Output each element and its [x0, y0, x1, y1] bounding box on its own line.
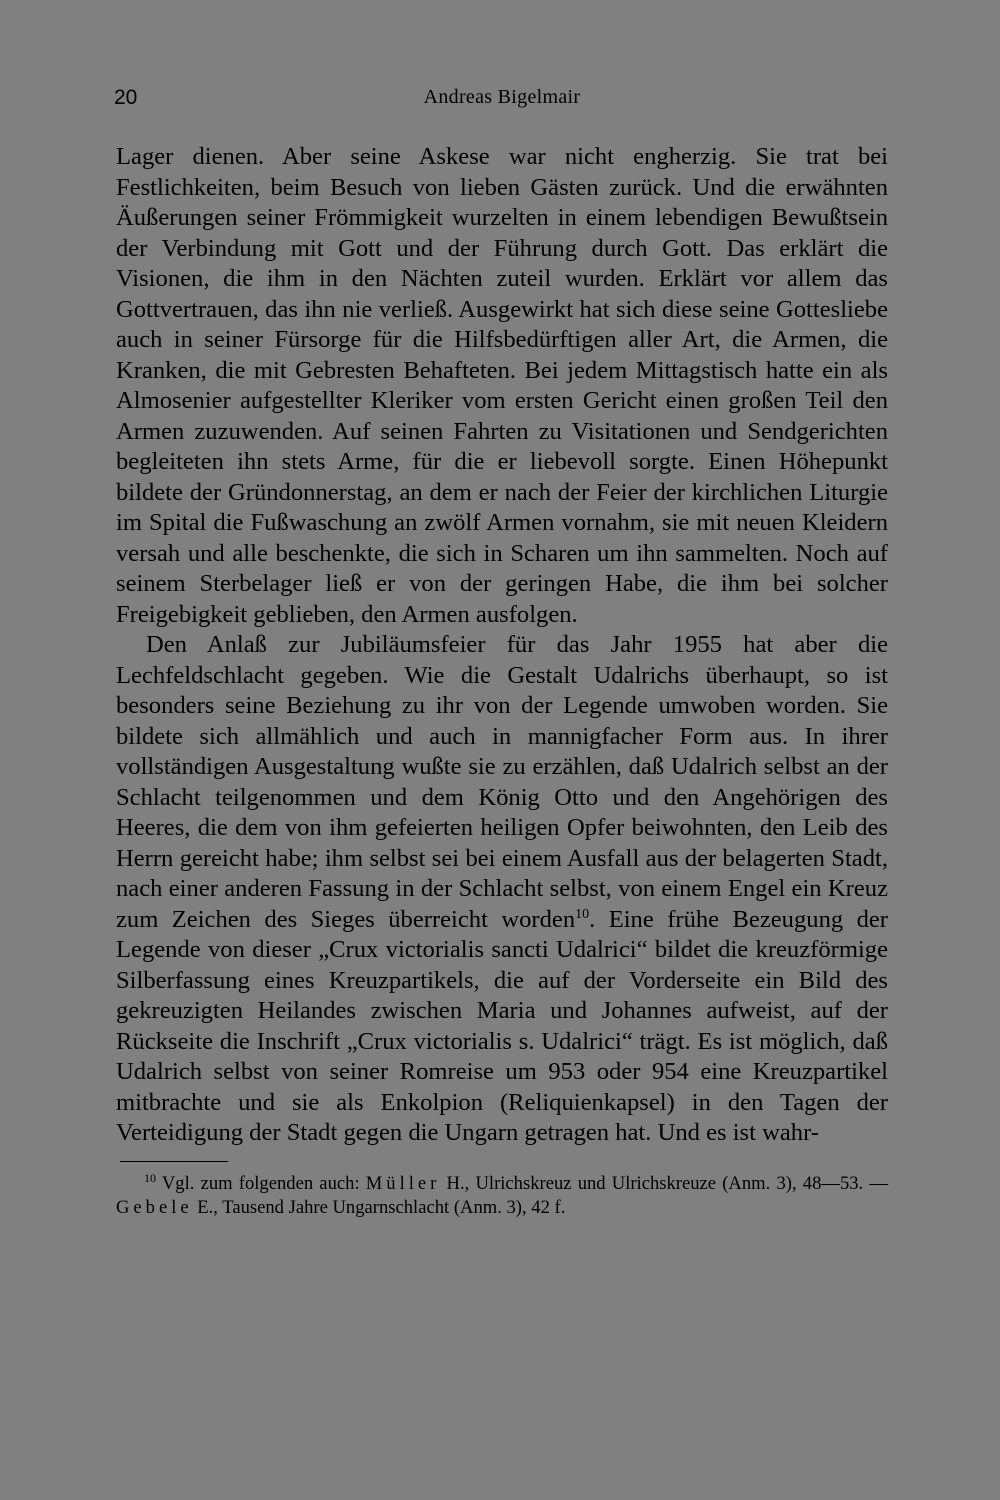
page-number: 20	[114, 86, 138, 109]
footnote-author-mueller: Müller	[365, 1172, 441, 1194]
footnote-10	[116, 1172, 888, 1220]
footnote-text-c: E., Tausend Jahre Ungarnschlacht (Anm. 3), 42 f.	[192, 1196, 566, 1218]
running-head-author: Andreas Bigelmair	[423, 86, 581, 108]
paragraph-2	[116, 630, 888, 1149]
footnote-text-a: Vgl. zum folgenden auch:	[156, 1172, 366, 1194]
book-page	[116, 82, 888, 1462]
footnote-divider	[120, 1161, 228, 1162]
footnote-text-b: H., Ulrichskreuz und Ulrichskreuze (Anm. 3), 48—53. —	[440, 1172, 888, 1194]
paragraph-2-part-a: Den Anlaß zur Jubiläumsfeier für das Jahr 1955 hat aber die Lechfeldschlacht gegeben. Wie die Gestalt Udalrichs überhaupt, so ist besonders seine Beziehung zu ihr von der Legende umwoben worden. Sie bildete sich allmählich und auch in mannigfacher Form aus. In ihrer vollständigen Ausgestaltung wußte sie zu erzählen, daß Udalrich selbst an der Schlacht teilgenommen und dem König Otto und den Angehörigen des Heeres, die dem von ihm gefeierten heiligen Opfer beiwohnten, den Leib des Herrn gereicht habe; ihm selbst sei bei einem Ausfall aus der belagerten Stadt, nach einer anderen Fassung in der Schlacht selbst, von einem Engel ein Kreuz zum Zeichen des Sieges überreicht worden	[116, 631, 888, 933]
page-header	[116, 82, 888, 122]
footnote-author-gebele: Gebele	[116, 1196, 193, 1218]
body-text	[116, 142, 888, 1149]
paragraph-2-part-b: . Eine frühe Bezeugung der Legende von dieser „Crux victorialis sancti Udalrici“ bildet die kreuzförmige Silberfassung eines Kreuzpartikels, die auf der Vorderseite ein Bild des gekreuzigten Heilandes zwischen Maria und Johannes aufweist, auf der Rückseite die Inschrift „Crux victorialis s. Udalrici“ trägt. Es ist möglich, daß Udalrich selbst von seiner Romreise um 953 oder 954 eine Kreuzpartikel mitbrachte und sie als Enkolpion (Reliquienkapsel) in den Tagen der Verteidigung der Stadt gegen die Ungarn getragen hat. Und es ist wahr-	[116, 905, 888, 1146]
footnotes	[116, 1172, 888, 1220]
paragraph-1: Lager dienen. Aber seine Askese war nicht engherzig. Sie trat bei Festlichkeiten, beim Besuch von lieben Gästen zurück. Und die erwähnten Äußerungen seiner Frömmigkeit wurzelten in einem lebendigen Bewußtsein der Verbindung mit Gott und der Führung durch Gott. Das erklärt die Visionen, die ihm in den Nächten zuteil wurden. Erklärt vor allem das Gottvertrauen, das ihn nie verließ. Ausgewirkt hat sich diese seine Gottesliebe auch in seiner Fürsorge für die Hilfsbedürftigen aller Art, die Armen, die Kranken, die mit Gebresten Behafteten. Bei jedem Mittagstisch hatte ein als Almosenier aufgestellter Kleriker vom ersten Gericht einen großen Teil den Armen zuzuwenden. Auf seinen Fahrten zu Visitationen und Sendgerichten begleiteten ihn stets Arme, für die er liebevoll sorgte. Einen Höhepunkt bildete der Gründonnerstag, an dem er nach der Feier der kirchlichen Liturgie im Spital die Fußwaschung an zwölf Armen vornahm, sie mit neuen Kleidern versah und alle beschenkte, die sich in Scharen um ihn sammelten. Noch auf seinem Sterbelager ließ er von der geringen Habe, die ihm bei solcher Freigebigkeit geblieben, den Armen ausfolgen.	[116, 143, 888, 628]
footnote-reference-10[interactable]: 10	[575, 906, 590, 922]
footnote-number: 10	[144, 1170, 156, 1185]
